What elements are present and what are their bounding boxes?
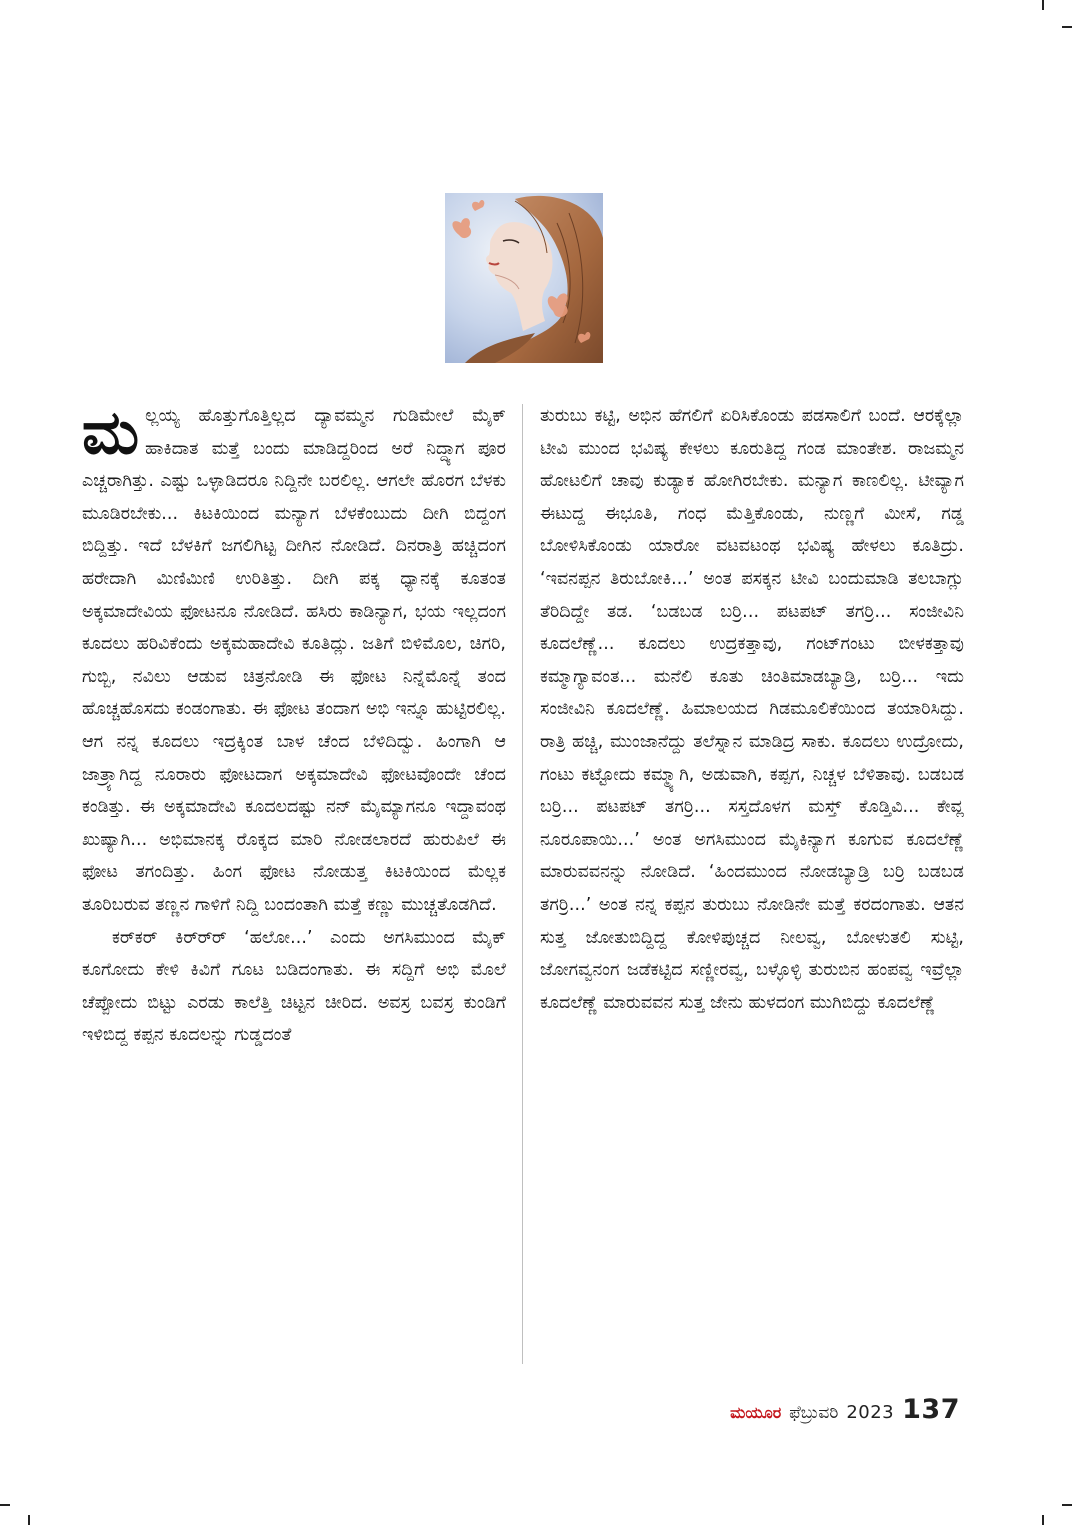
crop-mark <box>0 1504 10 1506</box>
paragraph-text: ತುರುಬು ಕಟ್ಟಿ, ಅಭಿನ ಹೆಗಲಿಗೆ ಏರಿಸಿಕೊಂಡು ಪಡಸಾಲಿಗೆ ಬಂದೆ. ಆರಕ್ಕೆಲ್ಲಾ ಟೀವಿ ಮುಂದ ಭವಿಷ್ಯ ಕೇಳಲು ಕೂರುತಿದ್ದ ಗಂಡ ಮಾಂತೇಶ. ರಾಜಮ್ಮನ ಹೋಟಲಿಗೆ ಚಾವು ಕುಡ್ಯಾಕ ಹೋಗಿರಬೇಕು. ಮನ್ಯಾಗ ಕಾಣಲಿಲ್ಲ. ಟೀವ್ಯಾಗ ಈಟುದ್ದ ಈಭೂತಿ, ಗಂಧ ಮೆತ್ತಿಕೊಂಡು, ನುಣ್ಣಗೆ ಮೀಸೆ, ಗಡ್ಡ ಬೋಳಿಸಿಕೊಂಡು ಯಾರೋ ವಟವಟಂಥ ಭವಿಷ್ಯ ಹೇಳಲು ಕೂತಿದ್ರು. ‘ಇವನಪ್ಪನ ತಿರುಬೋಕಿ...’ ಅಂತ ಪಸಕ್ಕನ ಟೀವಿ ಬಂದುಮಾಡಿ ತಲಬಾಗ್ಲು ತೆರಿದಿದ್ದೇ ತಡ. ‘ಬಡಬಡ ಬರ್‍ರಿ... ಪಟಪಟ್ ತಗರ್‍ರಿ... ಸಂಜೀವಿನಿ ಕೂದಲೆಣ್ಣೆ... ಕೂದಲು ಉದ್ರಕತ್ತಾವು, ಗಂಟ್‌ಗಂಟು ಬೀಳಕತ್ತಾವು ಕಮ್ಮಾಗ್ಯಾವಂತ... ಮನೆಲಿ ಕೂತು ಚಿಂತಿಮಾಡಬ್ಯಾಡ್ರಿ, ಬರ್‍ರಿ... ಇದು ಸಂಜೀವಿನಿ ಕೂದಲೆಣ್ಣೆ. ಹಿಮಾಲಯದ ಗಿಡಮೂಲಿಕೆಯಿಂದ ತಯಾರಿಸಿದ್ದು. ರಾತ್ರಿ ಹಚ್ಚಿ, ಮುಂಜಾನೆದ್ದು ತಲೆಸ್ನಾನ ಮಾಡಿದ್ರ ಸಾಕು. ಕೂದಲು ಉದ್ರೋದು, ಗಂಟು ಕಟ್ಟೋದು ಕಮ್ಮ್ಯಾಗಿ, ಅಡುವಾಗಿ, ಕಪ್ಪಗ, ನಿಚ್ಚಳ ಬೆಳಿತಾವು. ಬಡಬಡ ಬರ್‍ರಿ... ಪಟಪಟ್ ತಗರ್‍ರಿ... ಸಸ್ತದೊಳಗ ಮಸ್ತ್ ಕೊಡ್ತಿವಿ... ಕೇವ್ಲ ನೂರೂಪಾಯಿ...’ ಅಂತ ಅಗಸಿಮುಂದ ಮೈಕಿನ್ಯಾಗ ಕೂಗುವ ಕೂದಲೆಣ್ಣೆ ಮಾರುವವನನ್ನು ನೋಡಿದೆ. ‘ಹಿಂದಮುಂದ ನೋಡಬ್ಯಾಡ್ರಿ ಬರ್‍ರಿ ಬಡಬಡ ತಗರ್‍ರಿ...’ ಅಂತ ನನ್ನ ಕಪ್ಪನ ತುರುಬು ನೋಡಿನೇ ಮತ್ತೆ ಕರದಂಗಾತು. ಆತನ ಸುತ್ತ ಜೋತುಬಿದ್ದಿದ್ದ ಕೋಳಿಪುಚ್ಚದ ನೀಲವ್ವ, ಬೋಳುತಲಿ ಸುಟ್ಟಿ, ಜೋಗವ್ವನಂಗ ಜಡೆಕಟ್ಟಿದ ಸಣ್ಣೀರವ್ವ, ಬಳ್ಳೊಳ್ಳಿ ತುರುಬಿನ ಹಂಪವ್ವ ಇವ್ರೆಲ್ಲಾ ಕೂದಲೆಣ್ಣೆ ಮಾರುವವನ ಸುತ್ತ ಜೇನು ಹುಳದಂಗ ಮುಗಿಬಿದ್ದು ಕೂದಲೆಣ್ಣೆ <box>540 406 964 1013</box>
crop-mark <box>1042 1515 1044 1525</box>
page-footer <box>730 1394 960 1434</box>
article-paragraph <box>82 922 506 1052</box>
article-column-right <box>540 400 964 1019</box>
issue-year: 2023 <box>846 1402 895 1423</box>
magazine-name: ಮಯೂರ <box>730 1403 782 1422</box>
page-number: 137 <box>902 1394 960 1425</box>
crop-mark <box>28 1515 30 1525</box>
crop-mark <box>1062 1504 1072 1506</box>
article-column-left <box>82 400 506 1052</box>
article-paragraph <box>540 400 964 1019</box>
drop-cap: ಮ <box>82 398 140 468</box>
paragraph-text: ಕರ್‌ಕರ್ ಕಿರ್‍ರ್‍ರ್ ‘ಹಲೋ...’ ಎಂದು ಅಗಸಿಮುಂದ ಮೈಕ್ ಕೂಗೋದು ಕೇಳಿ ಕಿವಿಗೆ ಗೂಟ ಬಡಿದಂಗಾತು. ಈ ಸದ್ದಿಗೆ ಅಭಿ ಮೊಲೆ ಚೆಪ್ಪೋದು ಬಿಟ್ಟು ಎರಡು ಕಾಲೆತ್ತಿ ಚಿಟ್ಟನ ಚೀರಿದ. ಅವಸ್ರ ಬವಸ್ರ ಕುಂಡಿಗೆ ಇಳಿಬಿದ್ದ ಕಪ್ಪನ ಕೂದಲನ್ನು ಗುಡ್ಡದಂತೆ <box>82 927 506 1046</box>
crop-mark <box>1042 0 1044 10</box>
article-paragraph <box>82 400 506 922</box>
illustration-woman-butterflies <box>445 193 603 363</box>
crop-mark <box>1062 26 1072 28</box>
column-divider <box>522 404 523 1364</box>
article-illustration <box>445 193 603 363</box>
paragraph-text: ಲ್ಲಯ್ಯ ಹೊತ್ತುಗೊತ್ತಿಲ್ಲದ ದ್ಯಾವಮ್ಮನ ಗುಡಿಮೇಲೆ ಮೈಕ್ ಹಾಕಿದಾತ ಮತ್ತೆ ಬಂದು ಮಾಡಿದ್ದರಿಂದ ಅರೆ ನಿದ್ದ್ಯಾಗ ಪೂರ ಎಚ್ಚರಾಗಿತ್ತು. ಎಷ್ಟು ಒಳ್ಳಾಡಿದರೂ ನಿದ್ದಿನೇ ಬರಲಿಲ್ಲ. ಆಗಲೇ ಹೊರಗ ಬೆಳಕು ಮೂಡಿರಬೇಕು... ಕಿಟಕಿಯಿಂದ ಮನ್ಯಾಗ ಬೆಳಕೆಂಬುದು ದೀಗಿ ಬಿದ್ದಂಗ ಬಿದ್ದಿತ್ತು. ಇದೆ ಬೆಳಕಿಗೆ ಜಗಲಿಗಿಟ್ಟ ದೀಗಿನ ನೋಡಿದೆ. ದಿನರಾತ್ರಿ ಹಚ್ಚಿದಂಗ ಹರೇದಾಗಿ ಮಿಣಿಮಿಣಿ ಉರಿತಿತ್ತು. ದೀಗಿ ಪಕ್ಕ ಧ್ಯಾನಕ್ಕೆ ಕೂತಂತ ಅಕ್ಕಮಾದೇವಿಯ ಫೋಟನೂ ನೋಡಿದೆ. ಹಸಿರು ಕಾಡಿನ್ಯಾಗ, ಭಯ ಇಲ್ಲದಂಗ ಕೂದಲು ಹರಿವಿಕೆಂದು ಅಕ್ಕಮಹಾದೇವಿ ಕೂತಿದ್ಲು. ಜತಿಗೆ ಬಿಳಿಮೊಲ, ಚಿಗರಿ, ಗುಬ್ಬಿ, ನವಿಲು ಆಡುವ ಚಿತ್ರನೋಡಿ ಈ ಫೋಟ ನಿನ್ನೆಮೊನ್ನೆ ತಂದ ಹೊಚ್ಚಹೊಸದು ಕಂಡಂಗಾತು. ಈ ಫೋಟ ತಂದಾಗ ಅಭಿ ಇನ್ನೂ ಹುಟ್ಟಿರಲಿಲ್ಲ. ಆಗ ನನ್ನ ಕೂದಲು ಇದ್ರಕ್ಕಿಂತ ಬಾಳ ಚೆಂದ ಬೆಳಿದಿದ್ವು. ಹಿಂಗಾಗಿ ಆ ಜಾತ್ರ್ಯಾಗಿದ್ದ ನೂರಾರು ಫೋಟದಾಗ ಅಕ್ಕಮಾದೇವಿ ಫೋಟವೊಂದೇ ಚೆಂದ ಕಂಡಿತ್ತು. ಈ ಅಕ್ಕಮಾದೇವಿ ಕೂದಲದಷ್ಟು ನನ್ ಮೈಮ್ಯಾಗನೂ ಇದ್ದಾವಂಥ ಖುಷ್ಯಾಗಿ... ಅಭಿಮಾನಕ್ಕ ರೊಕ್ಕದ ಮಾರಿ ನೋಡಲಾರದೆ ಹುರುಪಿಲೆ ಈ ಫೋಟ ತಗಂದಿತ್ತು. ಹಿಂಗ ಫೋಟ ನೋಡುತ್ತ ಕಿಟಕಿಯಿಂದ ಮೆಲ್ಲಕ ತೂರಿಬರುವ ತಣ್ಣನ ಗಾಳಿಗೆ ನಿದ್ದಿ ಬಂದಂತಾಗಿ ಮತ್ತೆ ಕಣ್ಣು ಮುಚ್ಚತೊಡಗಿದೆ. <box>82 406 506 915</box>
issue-month: ಫೆಬ್ರುವರಿ <box>789 1403 839 1423</box>
